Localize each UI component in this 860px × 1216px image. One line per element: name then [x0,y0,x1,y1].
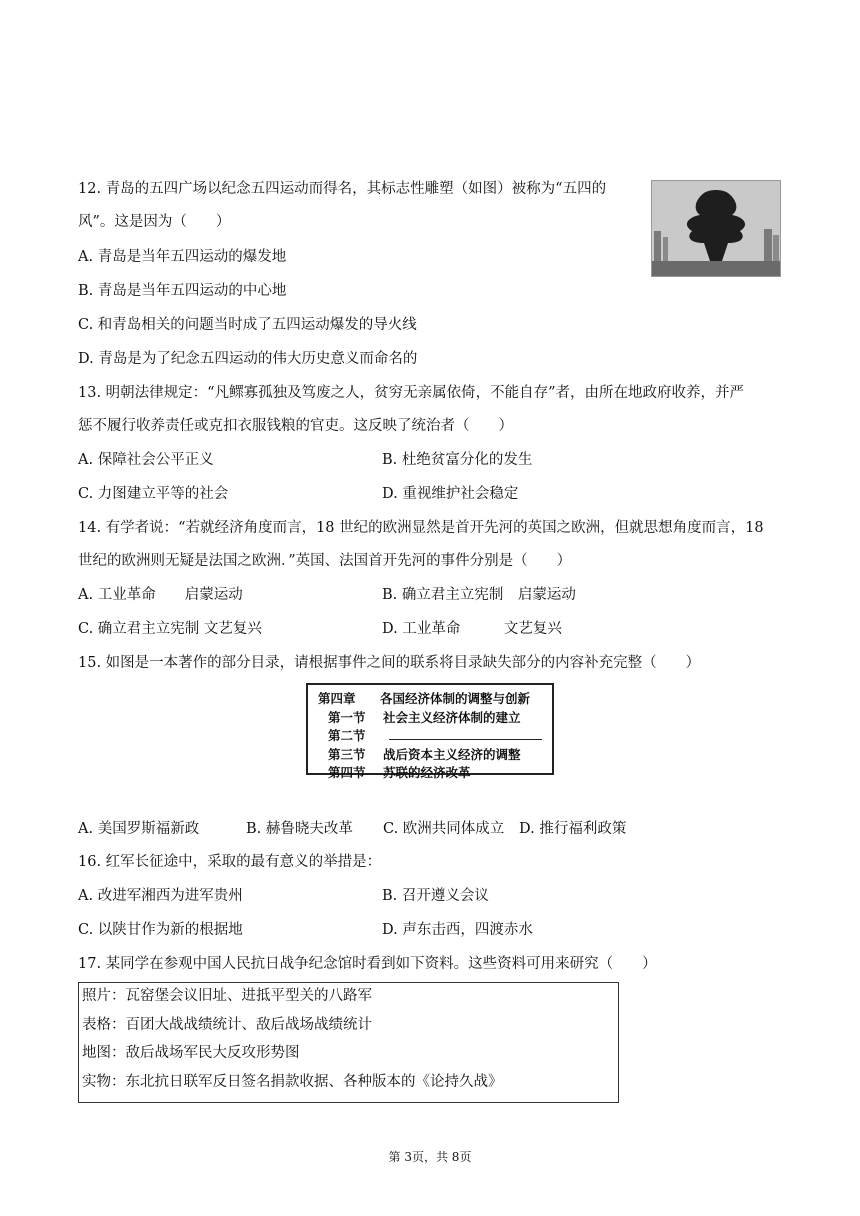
q13-stem-line1: 13. 明朝法律规定：“凡鳏寡孤独及笃废之人，贫穷无亲属依倚，不能自存”者，由所在地政府收养，并严 [78,385,744,401]
q14-option-b: B. 确立君主立宪制 启蒙运动 [382,587,576,603]
q16-option-c: C. 以陕甘作为新的根据地 [78,922,243,938]
table-of-contents-figure [306,683,554,780]
q14-stem-line2: 世纪的欧洲则无疑是法国之欧洲．”英国、法国首开先河的事件分别是（ ） [78,553,572,569]
toc-section-title: 苏联的经济改革 [383,765,471,780]
q13-option-a: A. 保障社会公平正义 [78,452,214,468]
toc-chapter-title: 各国经济体制的调整与创新 [380,691,531,706]
q12-option-d: D. 青岛是为了纪念五四运动的伟大历史意义而命名的 [78,351,418,367]
q14-option-c: C. 确立君主立宪制 文艺复兴 [78,621,262,637]
source-materials-box [78,982,619,1103]
q14-stem-line1: 14. 有学者说：“若就经济角度而言，18 世纪的欧洲显然是首开先河的英国之欧洲，但就思想角度而言，18 [78,520,764,536]
q17-stem: 17. 某同学在参观中国人民抗日战争纪念馆时看到如下资料。这些资料可用来研究（ ） [78,956,657,972]
q15-option-b: B. 赫鲁晓夫改革 [246,821,353,837]
toc-section-title: 战后资本主义经济的调整 [383,746,521,762]
toc-section-num: 第四节 [328,765,366,780]
toc-section-row-blank [318,727,542,746]
q15-option-a: A. 美国罗斯福新政 [78,821,200,837]
q15-option-c: C. 欧洲共同体成立 [383,821,505,837]
q12-option-a: A. 青岛是当年五四运动的爆发地 [78,249,287,265]
q14-option-a: A. 工业革命 启蒙运动 [78,587,243,603]
toc-section-num: 第二节 [328,728,366,743]
material-tables: 表格：百团大战战绩统计、敌后战场战绩统计 [82,1016,372,1033]
material-map: 地图：敌后战场军民大反攻形势图 [82,1045,300,1061]
q16-stem: 16. 红军长征途中，采取的最有意义的举措是： [78,854,382,870]
q16-option-a: A. 改进军湘西为进军贵州 [78,888,243,904]
toc-section-row [318,746,542,765]
toc-chapter-row [318,690,542,709]
q13-option-b: B. 杜绝贫富分化的发生 [382,452,533,468]
material-objects: 实物：东北抗日联军反日签名捐款收据、各种版本的《论持久战》 [82,1073,503,1090]
q12-stem-line2: 风”。这是因为（ ） [78,214,231,230]
toc-section-row [318,709,542,728]
wusi-sculpture-photo [651,180,781,277]
toc-section-row [318,764,542,783]
toc-section-title: 社会主义经济体制的建立 [383,709,521,725]
material-photos: 照片：瓦窑堡会议旧址、进抵平型关的八路军 [82,988,372,1004]
q16-option-d: D. 声东击西，四渡赤水 [382,922,533,938]
q16-option-b: B. 召开遵义会议 [382,888,489,904]
toc-section-num: 第三节 [328,746,366,762]
toc-blank-line [389,727,542,740]
q15-option-d: D. 推行福利政策 [519,821,627,837]
q14-option-d: D. 工业革命 文艺复兴 [382,621,562,637]
q13-option-c: C. 力图建立平等的社会 [78,486,229,502]
q12-option-b: B. 青岛是当年五四运动的中心地 [78,283,287,299]
page-footer: 第 3页，共 8页 [388,1150,472,1164]
toc-section-num: 第一节 [328,709,366,725]
q13-option-d: D. 重视维护社会稳定 [382,486,519,502]
q13-stem-line2: 惩不履行收养责任或克扣衣服钱粮的官吏。这反映了统治者（ ） [78,418,513,434]
toc-chapter-num: 第四章 [318,691,356,706]
q12-stem-line1: 12. 青岛的五四广场以纪念五四运动而得名，其标志性雕塑（如图）被称为“五四的 [78,181,607,197]
q15-stem: 15. 如图是一本著作的部分目录，请根据事件之间的联系将目录缺失部分的内容补充完整（ ） [78,655,701,671]
q12-option-c: C. 和青岛相关的问题当时成了五四运动爆发的导火线 [78,317,417,333]
